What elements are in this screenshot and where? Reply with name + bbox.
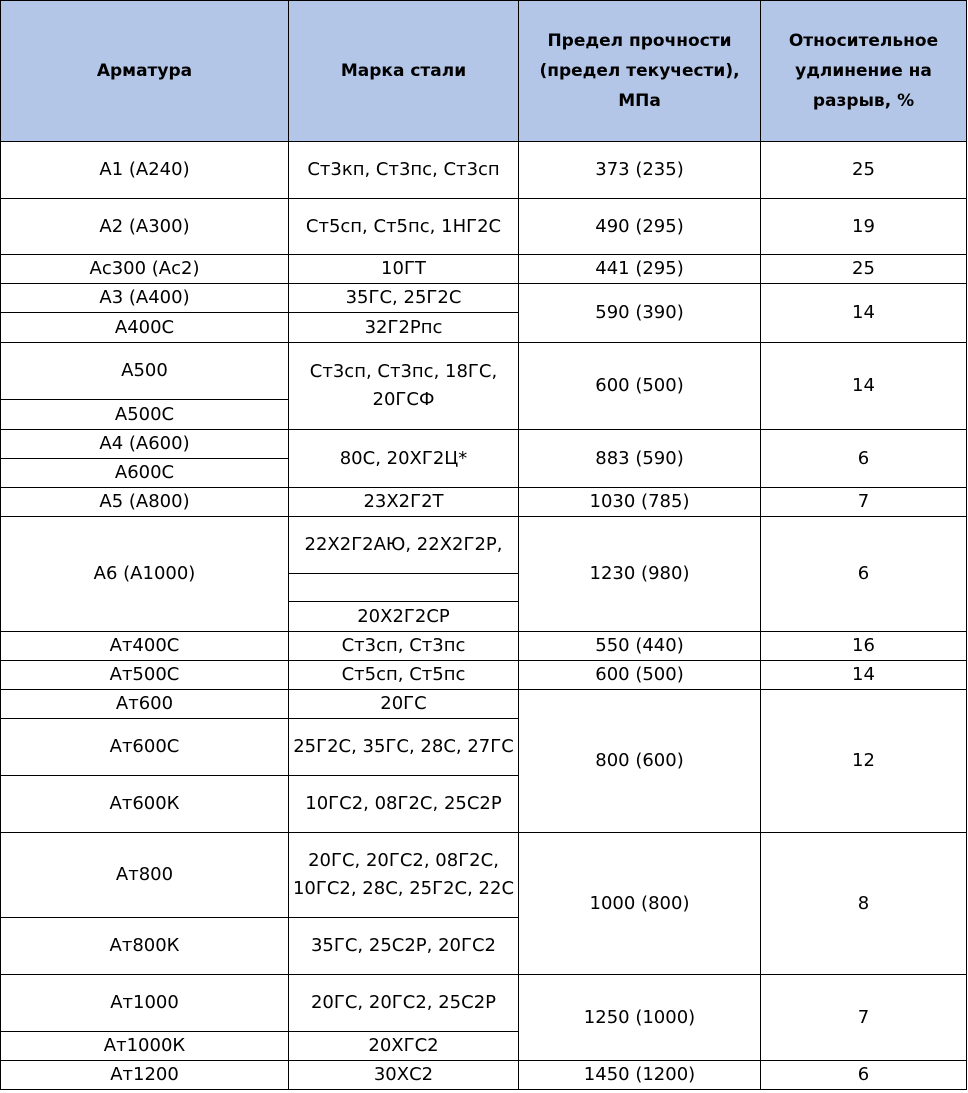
cell-elongation: 6 (761, 1061, 967, 1090)
cell-elongation: 6 (761, 517, 967, 632)
cell-steel: 25Г2С, 35ГС, 28С, 27ГС (289, 719, 519, 776)
col-header-marka: Марка стали (289, 1, 519, 142)
cell-elongation: 19 (761, 199, 967, 255)
cell-strength: 441 (295) (519, 255, 761, 284)
cell-strength: 600 (500) (519, 661, 761, 690)
cell-elongation: 7 (761, 975, 967, 1061)
cell-elongation: 25 (761, 255, 967, 284)
cell-steel: 20ГС (289, 690, 519, 719)
table-row (1, 488, 967, 517)
cell-strength: 1000 (800) (519, 833, 761, 975)
cell-elongation: 14 (761, 661, 967, 690)
cell-strength: 1030 (785) (519, 488, 761, 517)
cell-steel: 20ХГС2 (289, 1032, 519, 1061)
cell-armatura: Ат1000 (1, 975, 289, 1032)
table-body (1, 142, 967, 1090)
cell-strength: 1230 (980) (519, 517, 761, 632)
cell-steel: 35ГС, 25Г2С (289, 284, 519, 313)
cell-steel: 80С, 20ХГ2Ц* (289, 430, 519, 488)
cell-steel: Ст3сп, Ст3пс (289, 632, 519, 661)
cell-armatura: Ас300 (Ас2) (1, 255, 289, 284)
table-row (1, 833, 967, 918)
cell-strength: 550 (440) (519, 632, 761, 661)
cell-strength: 1450 (1200) (519, 1061, 761, 1090)
cell-armatura: А6 (А1000) (1, 517, 289, 632)
table-row (1, 517, 967, 574)
cell-elongation: 14 (761, 343, 967, 430)
cell-steel: Ст3кп, Ст3пс, Ст3сп (289, 142, 519, 199)
cell-strength: 1250 (1000) (519, 975, 761, 1061)
cell-steel: 30ХС2 (289, 1061, 519, 1090)
cell-steel: 20ГС, 20ГС2, 08Г2С, 10ГС2, 28С, 25Г2С, 22С (289, 833, 519, 918)
cell-steel: Ст5сп, Ст5пс (289, 661, 519, 690)
cell-strength: 600 (500) (519, 343, 761, 430)
cell-steel: 20ГС, 20ГС2, 25С2Р (289, 975, 519, 1032)
table-header (1, 1, 967, 142)
cell-steel-empty (289, 574, 519, 602)
col-header-predel: Предел прочности (предел текучести), МПа (519, 1, 761, 142)
cell-armatura: А600С (1, 459, 289, 488)
table-row (1, 661, 967, 690)
table-row (1, 199, 967, 255)
cell-strength: 490 (295) (519, 199, 761, 255)
cell-armatura: Ат800К (1, 918, 289, 975)
cell-armatura: А3 (А400) (1, 284, 289, 313)
cell-elongation: 12 (761, 690, 967, 833)
cell-steel: 10ГТ (289, 255, 519, 284)
cell-strength: 800 (600) (519, 690, 761, 833)
cell-steel: 35ГС, 25С2Р, 20ГС2 (289, 918, 519, 975)
cell-strength: 590 (390) (519, 284, 761, 343)
table-row (1, 284, 967, 313)
cell-armatura: А5 (А800) (1, 488, 289, 517)
col-header-armatura: Арматура (1, 1, 289, 142)
cell-armatura: А1 (А240) (1, 142, 289, 199)
cell-armatura: Ат400С (1, 632, 289, 661)
cell-armatura: Ат600 (1, 690, 289, 719)
table-row (1, 1061, 967, 1090)
cell-steel: 20Х2Г2СР (289, 602, 519, 632)
cell-elongation: 6 (761, 430, 967, 488)
cell-steel: 23Х2Г2Т (289, 488, 519, 517)
cell-armatura: А500С (1, 400, 289, 430)
cell-armatura: Ат600К (1, 776, 289, 833)
table-row (1, 430, 967, 459)
cell-armatura: А4 (А600) (1, 430, 289, 459)
cell-elongation: 14 (761, 284, 967, 343)
cell-strength: 373 (235) (519, 142, 761, 199)
header-row (1, 1, 967, 142)
cell-armatura: Ат500С (1, 661, 289, 690)
cell-armatura: Ат800 (1, 833, 289, 918)
cell-armatura: Ат1000К (1, 1032, 289, 1061)
cell-elongation: 7 (761, 488, 967, 517)
table-row (1, 343, 967, 400)
table-row (1, 255, 967, 284)
cell-armatura: Ат600С (1, 719, 289, 776)
table-row (1, 632, 967, 661)
cell-armatura: Ат1200 (1, 1061, 289, 1090)
cell-steel: 32Г2Рпс (289, 313, 519, 343)
cell-elongation: 25 (761, 142, 967, 199)
cell-strength: 883 (590) (519, 430, 761, 488)
cell-steel: Ст3сп, Ст3пс, 18ГС, 20ГСФ (289, 343, 519, 430)
table-row (1, 975, 967, 1032)
cell-steel: 22Х2Г2АЮ, 22Х2Г2Р, (289, 517, 519, 574)
cell-armatura: А2 (А300) (1, 199, 289, 255)
cell-elongation: 16 (761, 632, 967, 661)
table-row (1, 142, 967, 199)
cell-elongation: 8 (761, 833, 967, 975)
cell-steel: Ст5сп, Ст5пс, 1НГ2С (289, 199, 519, 255)
table-row (1, 690, 967, 719)
cell-armatura: А500 (1, 343, 289, 400)
cell-steel: 10ГС2, 08Г2С, 25С2Р (289, 776, 519, 833)
col-header-udlinenie: Относительное удлинение на разрыв, % (761, 1, 967, 142)
cell-armatura: А400С (1, 313, 289, 343)
